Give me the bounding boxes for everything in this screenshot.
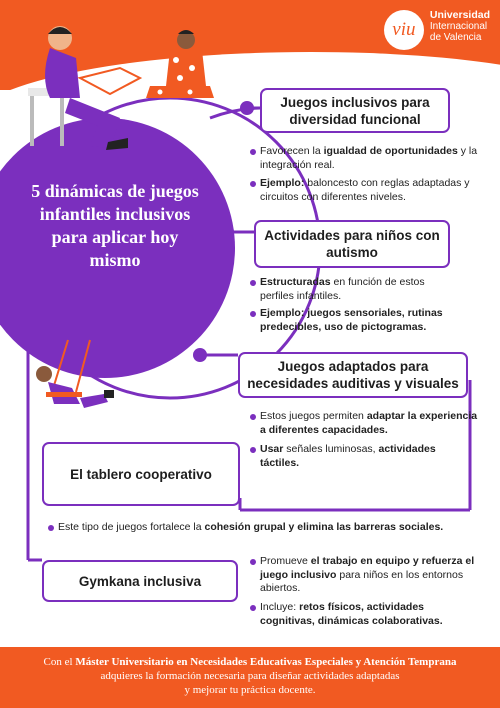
text: y la integración real. [260,145,478,171]
footer-master-link[interactable]: Máster Universitario en Necesidades Educativas Especiales y Atención Temprana [75,656,457,668]
text-bold: igualdad de oportunidades [323,145,458,157]
section-1-header: Juegos inclusivos para diversidad funcional [260,88,450,133]
node-dot [193,348,207,362]
section-1-bullet-1 [250,145,490,172]
text: Favorecen la [260,145,324,157]
text-bold: Usar [260,443,284,455]
section-3-header: Juegos adaptados para necesidades auditivas y visuales [238,352,468,398]
text: señales luminosas, [283,443,379,455]
section-5-bullet-1 [250,555,480,596]
swing-child-illustration [20,338,130,428]
section-5-header: Gymkana inclusiva [42,560,238,602]
section-4-bullet-1 [48,521,478,535]
text: Incluye: [260,601,300,613]
section-3-bullet-2 [250,443,450,470]
text-bold: el trabajo en equipo y refuerza el juego inclusivo [260,555,475,581]
footer-line-2: adquieres la formación necesaria para diseñar actividades adaptadas [100,670,400,682]
section-4-header: El tablero cooperativo [42,442,240,506]
logo-line-2: Internacional [429,21,488,32]
node-dot [240,101,254,115]
text-bold: Estructuradas [260,276,331,288]
text: baloncesto con reglas adaptadas y circuitos con diferentes niveles. [260,177,470,203]
text: Con el [43,656,76,668]
text-bold: Ejemplo: [260,307,305,319]
logo-line-1: Universidad [429,9,490,21]
text: en función de estos perfiles infantiles. [260,276,425,302]
text: Este tipo de juegos fortalece la [58,521,205,533]
main-title: 5 dinámicas de juegos infantiles inclusivos para aplicar hoy mismo [31,181,199,270]
text-bold: adaptar la experiencia a diferentes capacidades. [260,410,478,436]
text-bold: retos físicos, actividades cognitivas, dinámicas colaborativas. [260,601,443,627]
text-bold: juegos sensoriales, rutinas predecibles, uso de pictogramas. [260,307,443,333]
sitting-child-illustration [140,26,220,106]
footer-line-1 [0,655,500,669]
section-5-bullet-2 [250,601,480,628]
text: Promueve [260,555,311,567]
footer-band [0,647,500,708]
section-3-bullet-1 [250,410,480,437]
section-2-bullet-2 [250,307,470,334]
footer-line-3: y mejorar tu práctica docente. [184,684,316,696]
text-bold: Ejemplo: [260,177,305,189]
logo-badge: viu [384,10,424,50]
section-1-bullet-2 [250,177,490,204]
text-bold: cohesión grupal y elimina las barreras sociales. [204,521,444,533]
section-2-bullet-1 [250,276,450,303]
logo-line-3: de Valencia [429,32,482,43]
text-bold: actividades táctiles. [260,443,436,469]
text: para niños en los entornos abiertos. [260,568,464,594]
section-2-header: Actividades para niños con autismo [254,220,450,268]
text: Estos juegos permiten [260,410,367,422]
reading-adult-illustration [10,18,160,158]
